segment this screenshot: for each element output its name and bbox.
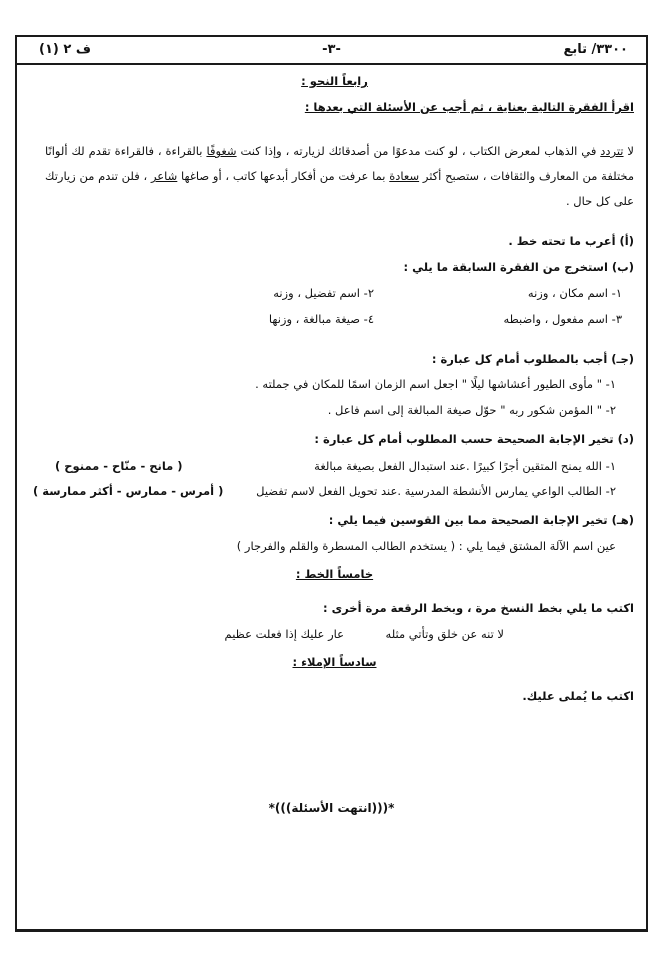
passage-text: ، فلن تندم من زيارتك على كل حال . [45,169,634,208]
question-d-statement-1: ١- الله يمنح المتقين أجرًا كبيرًا .عند استبدال الفعل بصيغة مبالغة [314,459,616,473]
question-c-item-2: ٢- " المؤمن شكور ربه " حوّل صيغة المبالغة إلى اسم فاعل . [327,403,616,417]
section-6-instruction: اكتب ما يُملى عليك. [522,689,634,703]
question-b-row-1 [35,285,634,301]
underlined-word: سعادة [389,169,420,183]
exam-page-frame [15,35,648,932]
exam-code: ٣٣٠٠/ تابع [563,42,628,57]
section-4-title: رابعاً النحو : [301,74,368,88]
section-5-instruction: اكتب ما يلي بخط النسخ مرة ، وبخط الرقعة مرة أخرى : [323,601,634,615]
end-of-questions-note: *(((انتهت الأسئلة)))* [268,801,395,815]
underlined-word: تتردد [600,144,624,158]
page-number: -٣- [322,42,341,57]
underlined-word: شغوفًا [206,144,237,158]
page-header [17,37,646,65]
question-e-label: (هـ) تخير الإجابة الصحيحة مما بين القوسين فيما يلي : [328,513,634,527]
question-b-label: (ب) استخرج من الفقرة السابقة ما يلي : [403,260,634,274]
section-6-title: سادساً الإملاء : [292,655,377,669]
section-4-instruction [35,99,634,115]
question-a: (أ) أعرب ما تحته خط . [508,234,634,248]
question-c-label: (جـ) أجب بالمطلوب أمام كل عبارة : [431,352,634,366]
passage-text: بما عرفت من أفكار أبدعها كاتب ، أو صاغها [177,169,390,183]
question-d-statement-2: ٢- الطالب الواعي يمارس الأنشطة المدرسية .عند تحويل الفعل لاسم تفضيل [256,484,616,498]
verse-second-half: عار عليك إذا فعلت عظيم [224,627,344,641]
passage-text: بالقراءة ، فالقراءة تقدم لك ألوانًا مختلفة من المعارف والثقافات ، ستصبح أكثر [45,144,635,183]
reading-passage [45,139,634,214]
question-b-item-3: ٣- اسم مفعول ، واضبطه [503,312,622,326]
instruction-text: اقرأ الفقرة التالية بعناية ، ثم أجب عن الأسئلة التي بعدها : [304,100,634,114]
underlined-word: شاعر [150,169,178,183]
question-b-item-2: ٢- اسم تفضيل ، وزنه [273,286,374,300]
question-c-item-1: ١- " مأوى الطيور أعشاشها ليلًا " اجعل اسم الزمان اسمًا للمكان في جملته . [255,377,616,391]
question-b-item-4: ٤- صيغة مبالغة ، وزنها [268,312,374,326]
question-d-item-2 [35,483,634,499]
question-b-row-2 [35,311,634,327]
verse-line [35,626,634,642]
section-5-title: خامساً الخط : [295,567,374,581]
passage-text: في الذهاب لمعرض الكتاب ، لو كنت مدعوًا من أصدقائك لزيارته ، وإذا كنت [236,144,601,158]
grade-label: ف ٢ (١) [39,42,91,57]
question-d-choices-1: ( مانح - منّاح - ممنوح ) [55,459,183,473]
question-d-item-1 [35,458,634,474]
question-b-item-1: ١- اسم مكان ، وزنه [527,286,622,300]
passage-text: لا [623,144,634,158]
verse-first-half: لا تنه عن خلق وتأتي مثله [385,627,504,641]
question-e-text: عين اسم الآلة المشتق فيما يلي : ( يستخدم الطالب المسطرة والقلم والفرجار ) [236,539,616,553]
question-d-label: (د) تخير الإجابة الصحيحة حسب المطلوب أمام كل عبارة : [314,432,634,446]
question-d-choices-2: ( أمرس - ممارس - أكثر ممارسة ) [33,484,224,498]
